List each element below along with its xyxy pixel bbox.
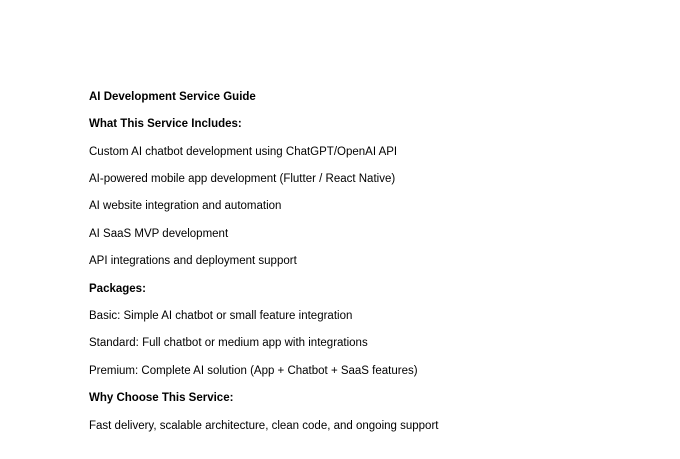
includes-item: AI-powered mobile app development (Flutter / React Native)	[89, 173, 396, 185]
includes-heading: What This Service Includes:	[89, 118, 242, 130]
package-item: Premium: Complete AI solution (App + Chatbot + SaaS features)	[89, 365, 418, 377]
why-heading: Why Choose This Service:	[89, 392, 234, 404]
package-item: Basic: Simple AI chatbot or small feature integration	[89, 310, 353, 322]
package-item: Standard: Full chatbot or medium app with integrations	[89, 337, 368, 349]
why-text: Fast delivery, scalable architecture, clean code, and ongoing support	[89, 420, 439, 432]
includes-item: AI SaaS MVP development	[89, 228, 229, 240]
document-title: AI Development Service Guide	[89, 91, 256, 103]
includes-item: Custom AI chatbot development using ChatGPT/OpenAI API	[89, 146, 398, 158]
packages-heading: Packages:	[89, 283, 146, 295]
includes-item: AI website integration and automation	[89, 200, 282, 212]
includes-item: API integrations and deployment support	[89, 255, 297, 267]
